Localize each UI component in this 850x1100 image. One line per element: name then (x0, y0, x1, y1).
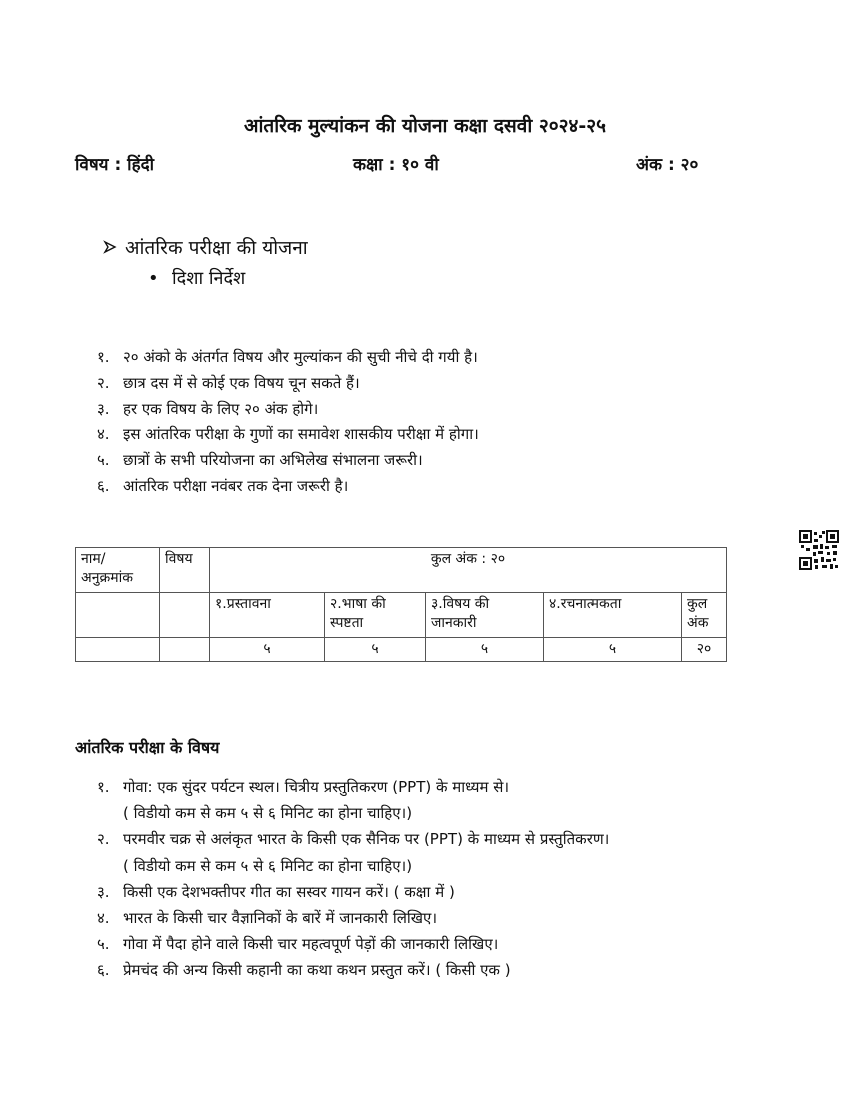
bullet-icon: • (148, 268, 159, 289)
table-cell (160, 593, 210, 638)
item-text: छात्र दस में से कोई एक विषय चून सकते हैं। (123, 373, 360, 392)
item-text: प्रेमचंद की अन्य किसी कहानी का कथा कथन प्रस्तुत करें। ( किसी एक ) (123, 961, 511, 980)
header-subject-cell: विषय (160, 548, 210, 593)
item-text: २० अंको के अंतर्गत विषय और मुल्यांकन की सुची नीचे दी गयी है। (123, 348, 478, 366)
item-number: ४. (97, 425, 110, 444)
item-number: १. (97, 348, 110, 366)
item-number: ५. (97, 451, 110, 470)
list-item (97, 423, 479, 449)
table-cell (160, 638, 210, 662)
scheme-heading (103, 234, 308, 260)
item-text: छात्रों के सभी परियोजना का अभिलेख संभालना जरूरी। (123, 451, 423, 470)
list-item (97, 449, 479, 475)
topics-list (97, 774, 609, 984)
criteria-cell: ३.विषय की जानकारी (426, 593, 544, 638)
arrow-bullet-icon (103, 237, 125, 259)
item-text: गोवा: एक सुंदर पर्यटन स्थल। चित्रीय प्रस्तुतिकरण (PPT) के माध्यम से। (123, 778, 510, 796)
list-item (97, 398, 479, 424)
marks-label: अंक : २० (636, 155, 699, 175)
table-cell (76, 638, 160, 662)
item-text: गोवा में पैदा होने वाले किसी चार महत्वपूर्ण पेड़ों की जानकारी लिखिए। (123, 935, 499, 954)
item-note: ( विडीयो कम से कम ५ से ६ मिनिट का होना चाहिए।) (123, 804, 413, 823)
guidelines-heading-text: दिशा निर्देश (172, 268, 246, 289)
item-text: किसी एक देशभक्तीपर गीत का सस्वर गायन करें। ( कक्षा में ) (123, 882, 455, 901)
list-item (97, 957, 609, 983)
marks-cell: ५ (426, 638, 544, 662)
item-number: २. (97, 830, 110, 849)
class-label: कक्षा : १० वी (353, 155, 439, 175)
table-row (76, 548, 727, 593)
guidelines-heading (148, 266, 245, 290)
table-cell (76, 593, 160, 638)
item-number: ३. (97, 399, 110, 418)
item-number: २. (97, 373, 110, 392)
item-text: हर एक विषय के लिए २० अंक होगे। (123, 399, 319, 418)
list-item (97, 774, 609, 826)
criteria-cell: १.प्रस्तावना (210, 593, 325, 638)
item-note: ( विडीयो कम से कम ५ से ६ मिनिट का होना चाहिए।) (123, 856, 413, 875)
item-text: भारत के किसी चार वैज्ञानिकों के बारें में जानकारी लिखिए। (123, 909, 438, 928)
item-text: इस आंतरिक परीक्षा के गुणों का समावेश शासकीय परीक्षा में होगा। (123, 425, 479, 444)
document-title: आंतरिक मुल्यांकन की योजना कक्षा दसवी २०२४-२५ (243, 115, 607, 137)
item-number: ४. (97, 909, 110, 928)
marks-cell: ५ (210, 638, 325, 662)
list-item (97, 931, 609, 957)
criteria-cell: ४.रचनात्मकता (544, 593, 682, 638)
topics-heading: आंतरिक परीक्षा के विषय (75, 738, 220, 757)
marks-cell: ५ (544, 638, 682, 662)
item-number: ५. (97, 935, 110, 954)
item-number: ३. (97, 882, 110, 901)
item-text: आंतरिक परीक्षा नवंबर तक देना जरूरी है। (123, 476, 349, 495)
item-number: ६. (97, 476, 110, 495)
instructions-list (97, 346, 479, 501)
list-item (97, 475, 479, 501)
header-name-cell: नाम/ अनुक्रमांक (76, 548, 160, 593)
item-number: ६. (97, 961, 110, 980)
marks-table (75, 547, 727, 662)
header-total-cell: कुल अंक : २० (210, 548, 727, 593)
subject-label: विषय : हिंदी (75, 155, 155, 175)
table-row (76, 638, 727, 662)
marks-cell: २० (682, 638, 727, 662)
list-item (97, 879, 609, 905)
list-item (97, 826, 609, 878)
criteria-cell: कुल अंक (682, 593, 727, 638)
marks-cell: ५ (325, 638, 426, 662)
item-number: १. (97, 778, 110, 796)
item-text: परमवीर चक्र से अलंकृत भारत के किसी एक सैनिक पर (PPT) के माध्यम से प्रस्तुतिकरण। (123, 830, 610, 849)
scheme-heading-text: आंतरिक परीक्षा की योजना (125, 237, 308, 259)
table-row (76, 593, 727, 638)
criteria-cell: २.भाषा की स्पष्टता (325, 593, 426, 638)
list-item (97, 346, 479, 372)
list-item (97, 905, 609, 931)
list-item (97, 372, 479, 398)
qr-code-icon (799, 530, 839, 570)
